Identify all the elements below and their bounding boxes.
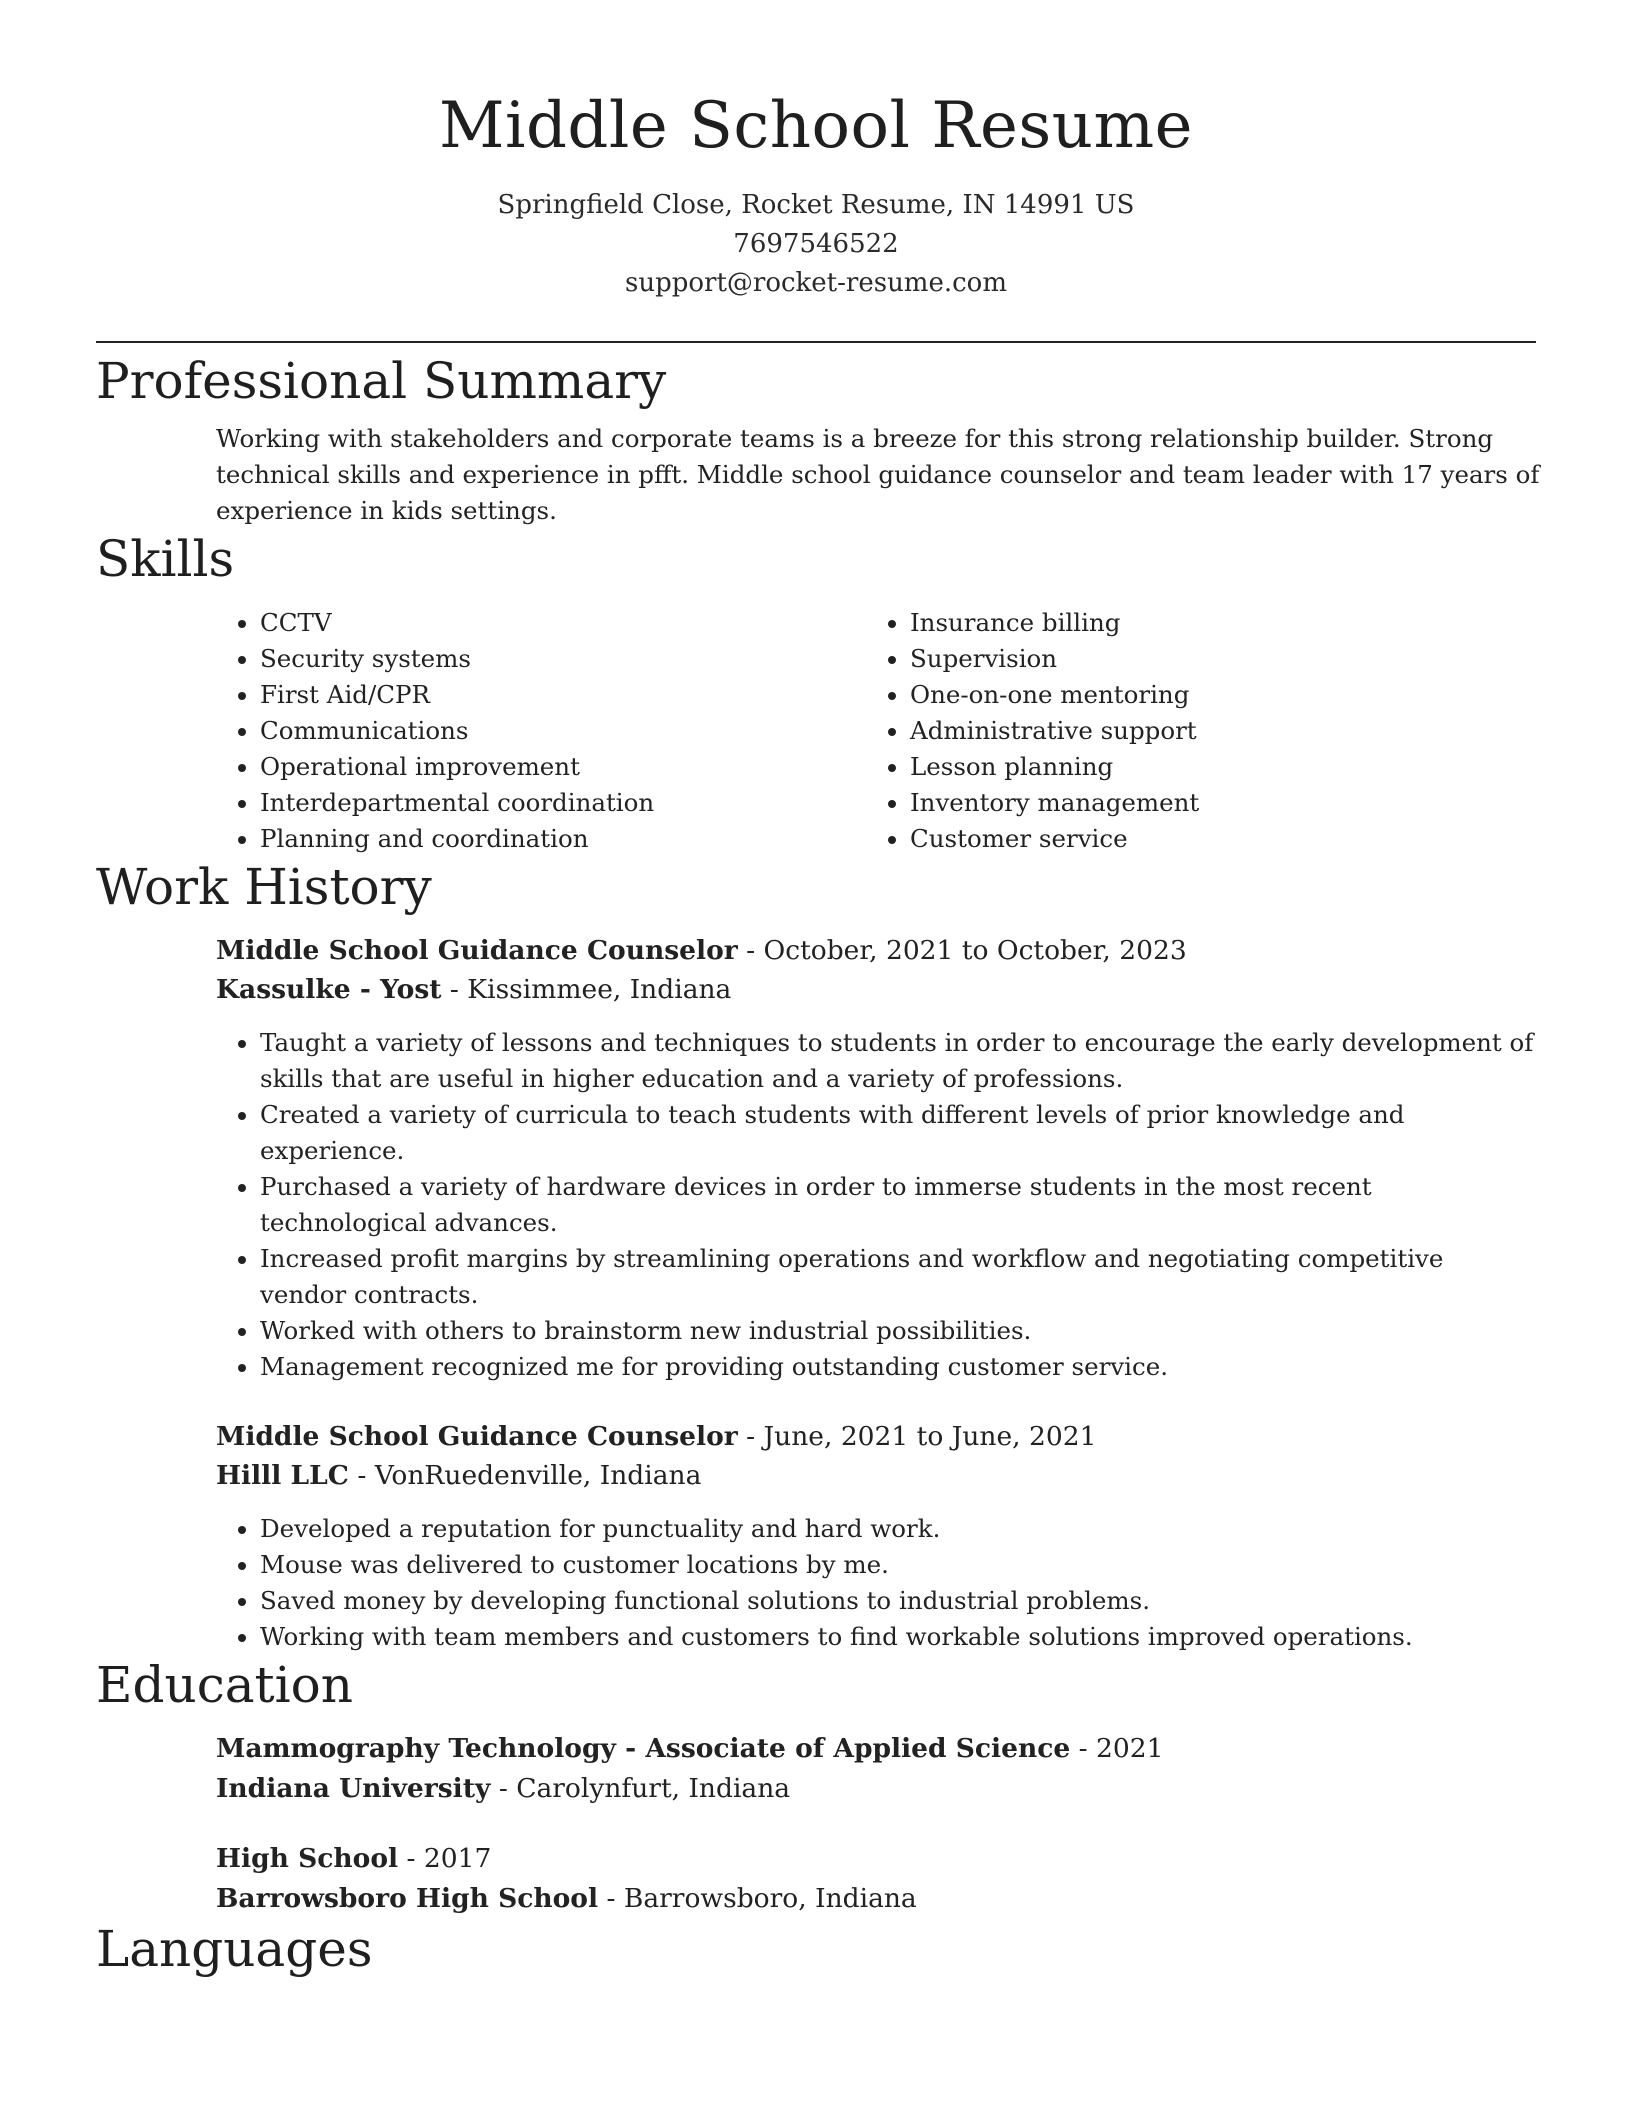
degree-year: - 2021 [1070, 1733, 1164, 1764]
skill-item: • One-on-one mentoring [910, 677, 1516, 713]
skill-item: • Administrative support [910, 713, 1516, 749]
summary-text: Working with stakeholders and corporate teams is a breeze for this strong relationship builder. Strong technical skills and experience in pfft. Middle school guidance counselor and team leader with 17 years of experience in kids settings. [216, 424, 1540, 525]
skill-item: • Communications [260, 713, 866, 749]
resume-page [96, 0, 1540, 1979]
job-dates: - June, 2021 to June, 2021 [737, 1421, 1097, 1452]
skill-item: • Lesson planning [910, 749, 1516, 785]
section-title-education: Education [96, 1656, 353, 1714]
degree-name: Mammography Technology - Associate of Applied Science [216, 1733, 1071, 1764]
school-name: Indiana University [216, 1773, 491, 1804]
skill-item: • Insurance billing [910, 605, 1516, 641]
job-bullet: • Mouse was delivered to customer locations by me. [260, 1547, 1536, 1583]
skill-item: • CCTV [260, 605, 866, 641]
skills-column-right [866, 605, 1516, 857]
job-location: - VonRuedenville, Indiana [348, 1460, 702, 1491]
job-bullet: • Working with team members and customers to find workable solutions improved operations. [260, 1619, 1536, 1655]
job-entry [216, 931, 1536, 1385]
skill-item: • Customer service [910, 821, 1516, 857]
job-bullet: • Management recognized me for providing outstanding customer service. [260, 1349, 1536, 1385]
job-bullets [216, 1025, 1536, 1385]
resume-name: Middle School Resume [438, 89, 1194, 163]
job-position: Middle School Guidance Counselor [216, 1421, 738, 1452]
job-bullet: • Increased profit margins by streamlining operations and workflow and negotiating competitive vendor contracts. [260, 1241, 1536, 1313]
degree-year: - 2017 [398, 1843, 492, 1874]
skill-item: • Operational improvement [260, 749, 866, 785]
contact-info [96, 186, 1536, 303]
school-location: - Carolynfurt, Indiana [490, 1773, 791, 1804]
education-school [216, 1769, 1536, 1809]
job-bullet: • Worked with others to brainstorm new industrial possibilities. [260, 1313, 1536, 1349]
job-heading [216, 931, 1536, 970]
header-divider [96, 341, 1536, 343]
job-bullet: • Saved money by developing functional solutions to industrial problems. [260, 1583, 1536, 1619]
job-position: Middle School Guidance Counselor [216, 935, 738, 966]
skill-item: • First Aid/CPR [260, 677, 866, 713]
skill-item: • Inventory management [910, 785, 1516, 821]
job-company: Hilll LLC [216, 1460, 349, 1491]
job-bullet: • Purchased a variety of hardware devices in order to immerse students in the most recent technological advances. [260, 1169, 1536, 1241]
skill-item: • Interdepartmental coordination [260, 785, 866, 821]
job-dates: - October, 2021 to October, 2023 [737, 935, 1187, 966]
education-degree [216, 1729, 1536, 1769]
job-company: Kassulke - Yost [216, 974, 442, 1005]
skill-item: • Security systems [260, 641, 866, 677]
email: support@rocket-resume.com [624, 268, 1007, 298]
job-bullet: • Developed a reputation for punctuality and hard work. [260, 1511, 1536, 1547]
phone: 7697546522 [733, 229, 899, 259]
skills-column-left [216, 605, 866, 857]
degree-name: High School [216, 1843, 399, 1874]
job-bullet: • Taught a variety of lessons and techniques to students in order to encourage the early development of skills that are useful in higher education and a variety of professions. [260, 1025, 1536, 1097]
skill-item: • Supervision [910, 641, 1516, 677]
section-title-skills: Skills [96, 530, 235, 588]
job-employer [216, 1456, 1536, 1495]
job-employer [216, 970, 1536, 1009]
section-title-work: Work History [96, 858, 432, 916]
education-entry [216, 1839, 1536, 1919]
job-heading [216, 1417, 1536, 1456]
job-location: - Kissimmee, Indiana [441, 974, 732, 1005]
skill-item: • Planning and coordination [260, 821, 866, 857]
skills-list [216, 605, 1536, 857]
education-school [216, 1879, 1536, 1919]
section-title-languages: Languages [96, 1920, 373, 1978]
resume-header [96, 0, 1536, 303]
address: Springfield Close, Rocket Resume, IN 14991 US [497, 190, 1135, 220]
school-location: - Barrowsboro, Indiana [598, 1883, 917, 1914]
job-bullets [216, 1511, 1536, 1655]
school-name: Barrowsboro High School [216, 1883, 599, 1914]
education-entry [216, 1729, 1536, 1809]
education-degree [216, 1839, 1536, 1879]
section-title-summary: Professional Summary [96, 352, 667, 410]
job-entry [216, 1417, 1536, 1655]
job-bullet: • Created a variety of curricula to teach students with different levels of prior knowledge and experience. [260, 1097, 1536, 1169]
